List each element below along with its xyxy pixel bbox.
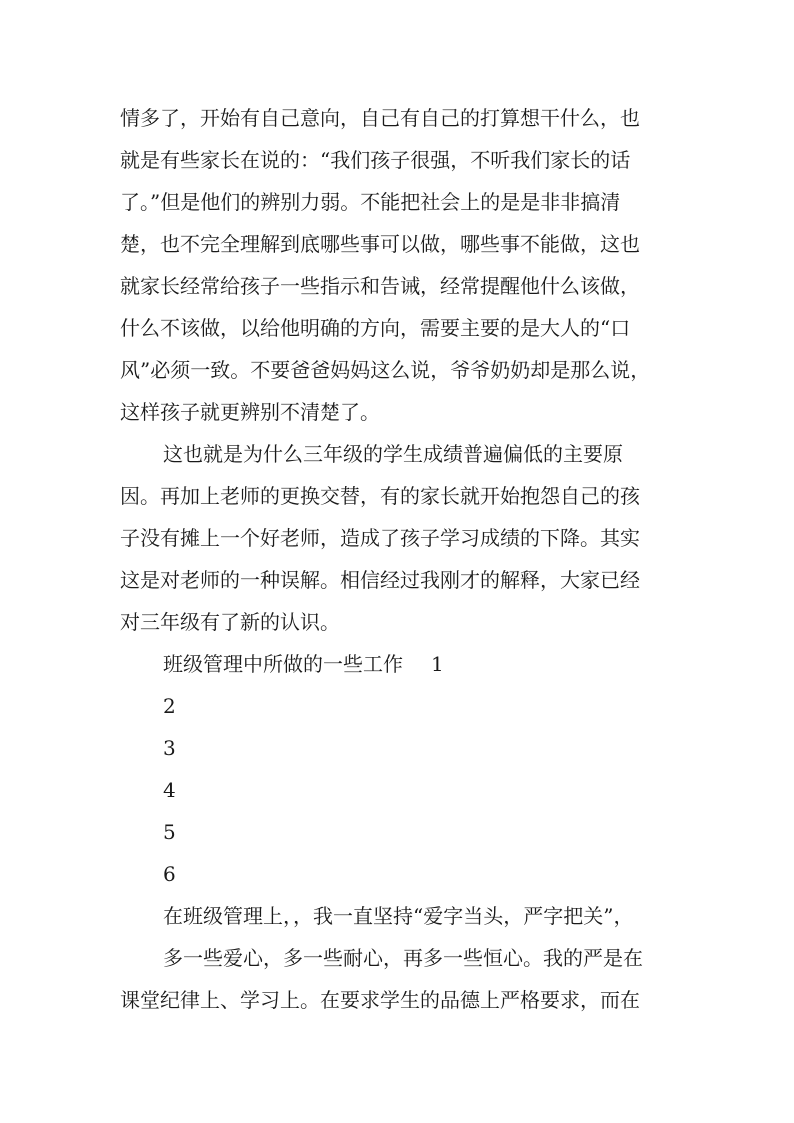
paragraph-line: 多一些爱心，多一些耐心，再多一些恒心。我的严是在 bbox=[163, 946, 643, 970]
paragraph-line: 子没有摊上一个好老师，造成了孩子学习成绩的下降。其实 bbox=[120, 526, 640, 550]
list-number: 1 bbox=[431, 652, 444, 676]
section-heading-line bbox=[163, 650, 685, 678]
paragraph-line: 课堂纪律上、学习上。在要求学生的品德上严格要求，而在 bbox=[120, 988, 640, 1012]
list-number: 5 bbox=[163, 820, 176, 844]
paragraph-line: 楚，也不完全理解到底哪些事可以做，哪些事不能做，这也 bbox=[120, 232, 640, 256]
list-number: 3 bbox=[163, 736, 176, 760]
paragraph-line: 了。”但是他们的辨别力弱。不能把社会上的是是非非搞清 bbox=[120, 190, 621, 214]
paragraph-line: 情多了，开始有自己意向，自己有自己的打算想干什么，也 bbox=[120, 106, 640, 130]
list-number: 4 bbox=[163, 778, 176, 802]
list-number: 6 bbox=[163, 862, 176, 886]
paragraph-line: 在班级管理上，，我一直坚持“爱字当头，严字把关”， bbox=[163, 904, 634, 928]
paragraph-line: 什么不该做，以给他明确的方向，需要主要的是大人的“口 bbox=[120, 316, 631, 340]
paragraph-line: 这是对老师的一种误解。相信经过我刚才的解释，大家已经 bbox=[120, 568, 640, 592]
paragraph-line: 因。再加上老师的更换交替，有的家长就开始抱怨自己的孩 bbox=[120, 484, 640, 508]
paragraph-line: 风”必须一致。不要爸爸妈妈这么说，爷爷奶奶却是那么说， bbox=[120, 358, 651, 382]
paragraph-line: 对三年级有了新的认识。 bbox=[120, 610, 340, 634]
paragraph-line: 就是有些家长在说的：“我们孩子很强，不听我们家长的话 bbox=[120, 148, 631, 172]
list-number: 2 bbox=[163, 694, 176, 718]
paragraph-line: 就家长经常给孩子一些指示和告诫，经常提醒他什么该做， bbox=[120, 274, 640, 298]
section-heading: 班级管理中所做的一些工作 bbox=[163, 652, 403, 676]
paragraph-line: 这样孩子就更辨别不清楚了。 bbox=[120, 400, 380, 424]
paragraph-line: 这也就是为什么三年级的学生成绩普遍偏低的主要原 bbox=[163, 442, 623, 466]
